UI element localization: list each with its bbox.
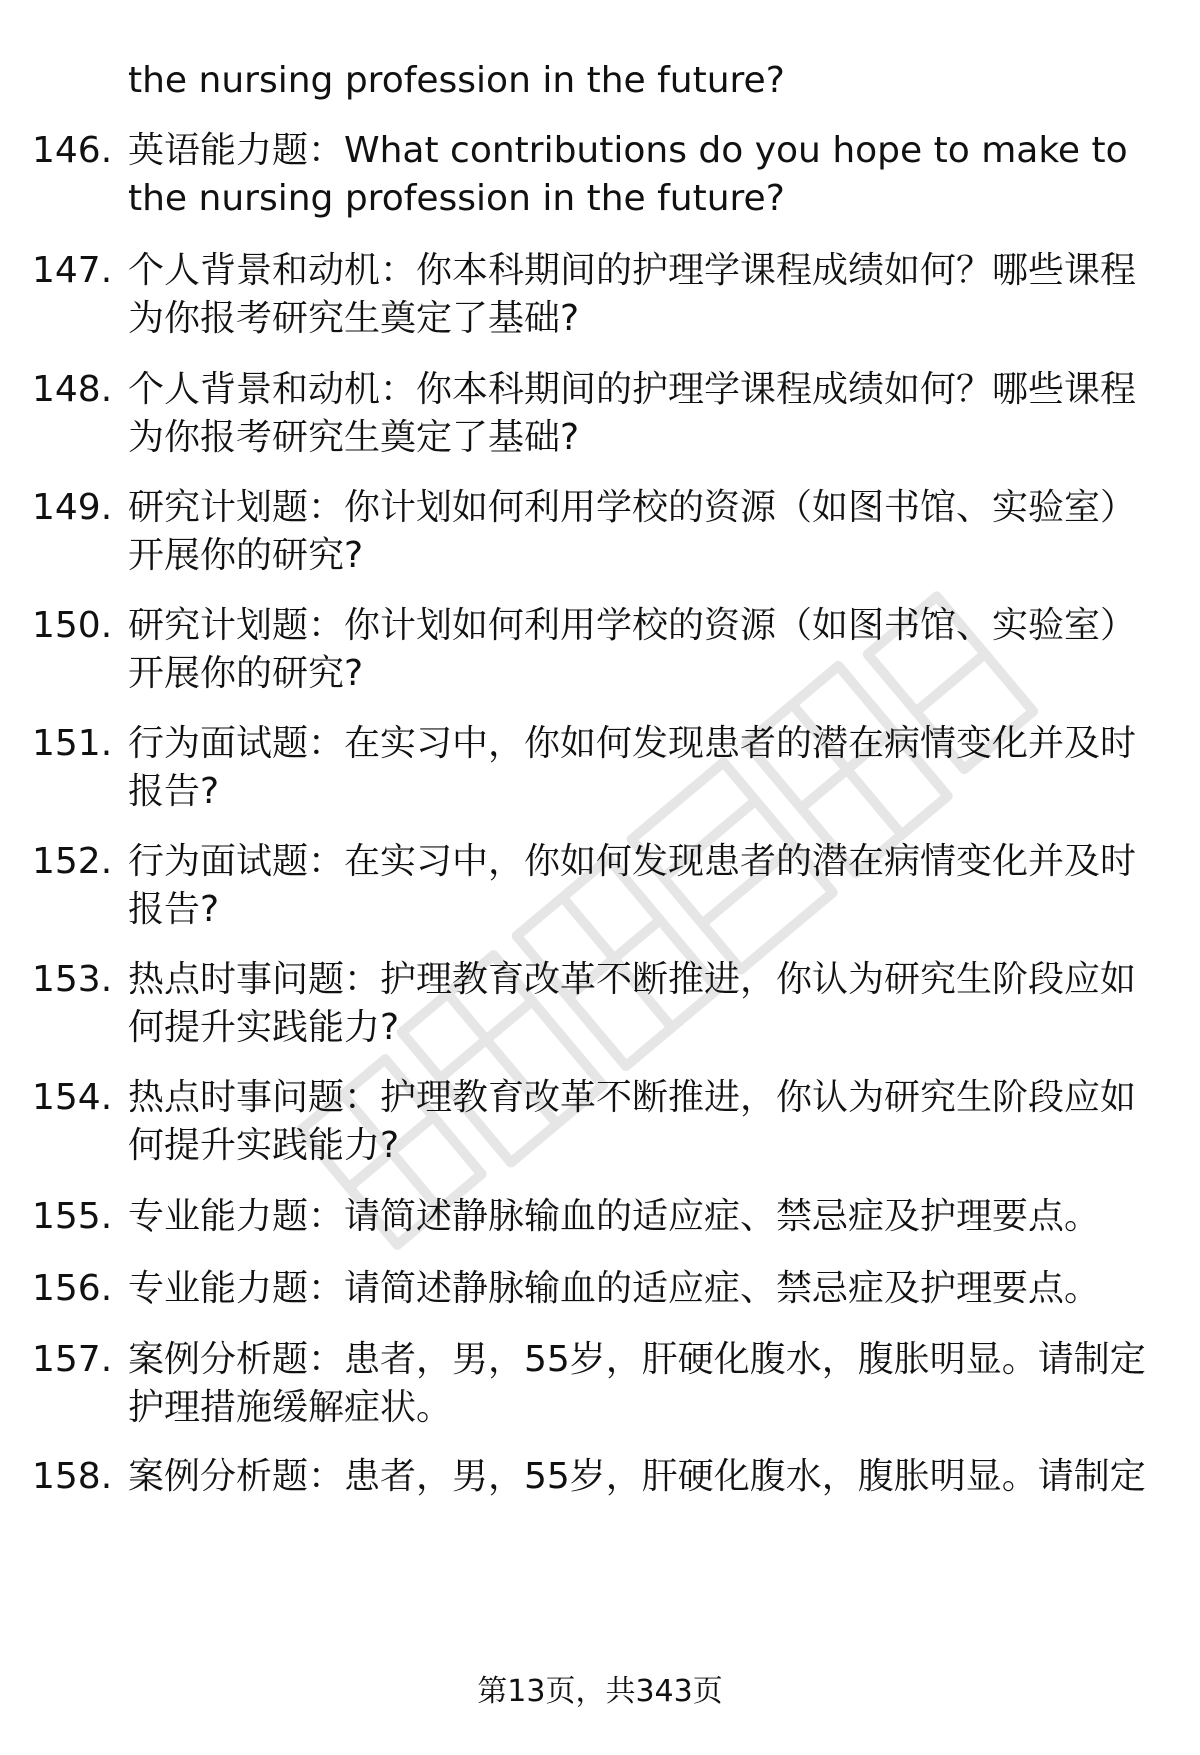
question-number: 157.	[32, 1339, 113, 1380]
question-line: 英语能力题：What contributions do you hope to make to	[128, 130, 1128, 171]
question-line: 研究计划题：你计划如何利用学校的资源（如图书馆、实验室）	[128, 487, 1137, 528]
question-text	[128, 247, 1158, 343]
question-number: 146.	[32, 130, 113, 171]
question-line: 行为面试题：在实习中，你如何发现患者的潜在病情变化并及时	[128, 723, 1137, 764]
question-line: 何提升实践能力?	[128, 1007, 400, 1048]
question-text	[128, 484, 1158, 580]
question-number: 158.	[32, 1456, 113, 1497]
question-number: 152.	[32, 841, 113, 882]
question-line: 个人背景和动机：你本科期间的护理学课程成绩如何？哪些课程	[128, 369, 1137, 410]
question-text	[128, 1265, 1158, 1313]
question-text	[128, 602, 1158, 698]
question-line: 为你报考研究生奠定了基础?	[128, 417, 580, 458]
question-line: 报告?	[128, 771, 220, 812]
carry-over-text: the nursing profession in the future?	[128, 60, 785, 101]
question-number: 150.	[32, 605, 113, 646]
question-text	[128, 956, 1158, 1052]
question-text	[128, 366, 1158, 462]
question-number: 154.	[32, 1077, 113, 1118]
question-line: 专业能力题：请简述静脉输血的适应症、禁忌症及护理要点。	[128, 1196, 1101, 1237]
question-number: 156.	[32, 1268, 113, 1309]
question-number: 153.	[32, 959, 113, 1000]
question-line: 热点时事问题：护理教育改革不断推进，你认为研究生阶段应如	[128, 1077, 1137, 1118]
question-line: 案例分析题：患者，男，55岁，肝硬化腹水，腹胀明显。请制定	[128, 1339, 1146, 1380]
question-line: 案例分析题：患者，男，55岁，肝硬化腹水，腹胀明显。请制定	[128, 1456, 1146, 1497]
question-text	[128, 720, 1158, 816]
question-line: 专业能力题：请简述静脉输血的适应症、禁忌症及护理要点。	[128, 1268, 1101, 1309]
question-number: 148.	[32, 369, 113, 410]
question-line: 开展你的研究?	[128, 653, 364, 694]
page-footer: 第13页，共343页	[477, 1674, 723, 1709]
question-line: the nursing profession in the future?	[128, 178, 785, 219]
question-text	[128, 1074, 1158, 1170]
question-line: 热点时事问题：护理教育改革不断推进，你认为研究生阶段应如	[128, 959, 1137, 1000]
question-line: 行为面试题：在实习中，你如何发现患者的潜在病情变化并及时	[128, 841, 1137, 882]
question-number: 151.	[32, 723, 113, 764]
question-text	[128, 1193, 1158, 1241]
question-line: 报告?	[128, 889, 220, 930]
question-line: 护理措施缓解症状。	[128, 1387, 453, 1428]
question-line: 开展你的研究?	[128, 535, 364, 576]
question-line: 为你报考研究生奠定了基础?	[128, 298, 580, 339]
question-number: 149.	[32, 487, 113, 528]
question-text	[128, 838, 1158, 934]
question-text	[128, 1453, 1158, 1501]
question-line: 个人背景和动机：你本科期间的护理学课程成绩如何？哪些课程	[128, 250, 1137, 291]
question-number: 147.	[32, 250, 113, 291]
question-text	[128, 1336, 1158, 1432]
question-line: 研究计划题：你计划如何利用学校的资源（如图书馆、实验室）	[128, 605, 1137, 646]
question-number: 155.	[32, 1196, 113, 1237]
question-line: 何提升实践能力?	[128, 1125, 400, 1166]
question-text	[128, 127, 1158, 223]
